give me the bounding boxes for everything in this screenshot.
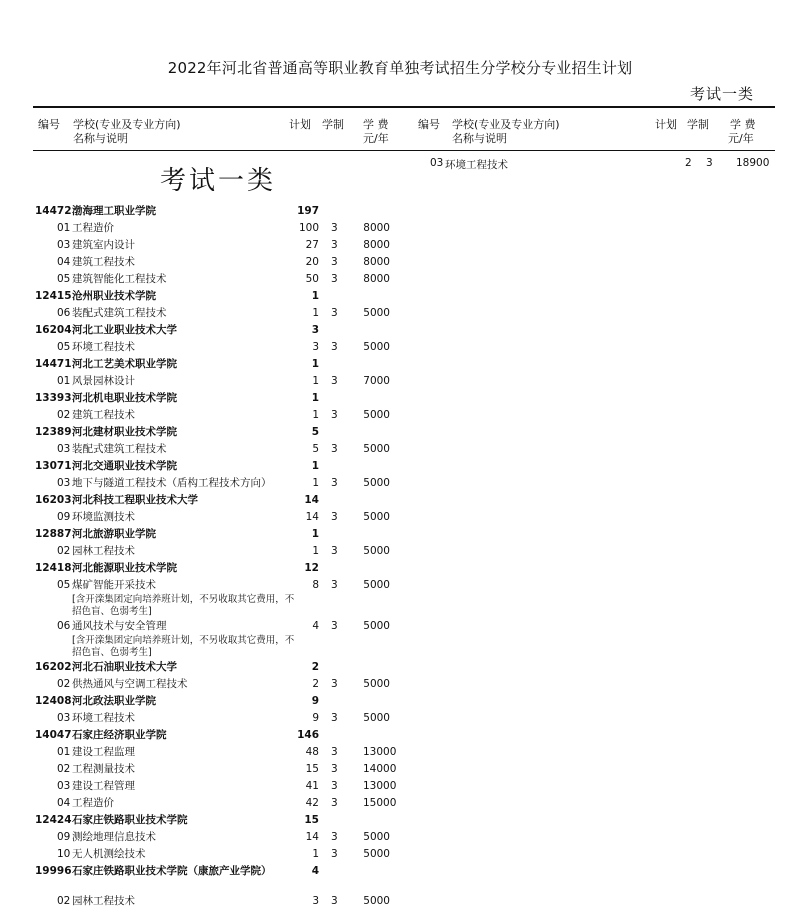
school-plan: 5 xyxy=(311,426,319,438)
major-row xyxy=(35,305,405,322)
school-row xyxy=(35,424,405,441)
major-note: [含开滦集团定向培养班计划，不另收取其它费用，不招色盲、色弱考生] xyxy=(72,635,295,658)
header-school: 学校(专业及专业方向) xyxy=(73,118,181,131)
header-rule xyxy=(33,150,775,151)
school-code: 16202 xyxy=(35,661,72,673)
school-row xyxy=(35,458,405,475)
major-duration: 3 xyxy=(331,375,338,387)
major-plan: 50 xyxy=(305,273,319,285)
major-fee: 5000 xyxy=(363,895,390,907)
major-row xyxy=(35,676,405,693)
school-row xyxy=(35,863,405,893)
school-row xyxy=(35,356,405,373)
major-row xyxy=(35,710,405,727)
major-duration: 3 xyxy=(331,895,338,907)
header-fee-2: 元/年 xyxy=(363,132,389,145)
school-plan: 1 xyxy=(311,358,319,370)
major-row xyxy=(35,744,405,761)
header-duration-right: 学制 xyxy=(687,118,709,131)
school-code: 13393 xyxy=(35,392,72,404)
major-fee: 5000 xyxy=(363,620,390,632)
school-plan: 9 xyxy=(311,695,319,707)
header-school-sub-right: 名称与说明 xyxy=(452,132,507,145)
major-plan: 41 xyxy=(305,780,319,792)
header-fee-1: 学 费 xyxy=(363,118,389,131)
major-code: 03 xyxy=(57,712,71,724)
school-plan: 1 xyxy=(311,460,319,472)
major-fee: 5000 xyxy=(363,848,390,860)
school-code: 12424 xyxy=(35,814,72,826)
school-code: 12415 xyxy=(35,290,72,302)
major-code: 03 xyxy=(57,780,71,792)
major-code: 10 xyxy=(57,848,71,860)
school-name: 石家庄铁路职业技术学院（康旅产业学院） xyxy=(72,865,272,877)
major-duration: 3 xyxy=(331,545,338,557)
major-row xyxy=(35,846,405,863)
header-plan: 计划 xyxy=(289,118,311,131)
school-row xyxy=(35,203,405,220)
major-name: 测绘地理信息技术 xyxy=(72,831,156,843)
major-duration: 3 xyxy=(331,848,338,860)
school-row xyxy=(35,492,405,509)
major-plan: 100 xyxy=(298,222,319,234)
major-code: 04 xyxy=(57,256,71,268)
major-duration: 3 xyxy=(331,797,338,809)
major-code: 02 xyxy=(57,895,71,907)
major-name: 建设工程管理 xyxy=(72,780,135,792)
school-name: 河北旅游职业学院 xyxy=(72,528,156,540)
major-code: 05 xyxy=(57,273,71,285)
major-plan: 1 xyxy=(312,848,319,860)
school-row xyxy=(35,659,405,676)
school-code: 14047 xyxy=(35,729,72,741)
header-duration: 学制 xyxy=(322,118,344,131)
major-name: 环境工程技术 xyxy=(445,159,508,171)
header-code: 编号 xyxy=(38,118,60,131)
major-duration: 3 xyxy=(331,443,338,455)
school-row xyxy=(35,390,405,407)
major-name: 煤矿智能开采技术 xyxy=(72,579,156,591)
major-fee: 8000 xyxy=(363,273,390,285)
school-row xyxy=(35,322,405,339)
major-name: 无人机测绘技术 xyxy=(72,848,146,860)
major-duration: 3 xyxy=(331,307,338,319)
school-plan: 3 xyxy=(311,324,319,336)
major-row xyxy=(35,829,405,846)
major-name: 环境工程技术 xyxy=(72,712,135,724)
major-duration: 3 xyxy=(331,831,338,843)
school-code: 14471 xyxy=(35,358,72,370)
school-plan: 2 xyxy=(311,661,319,673)
header-school-sub: 名称与说明 xyxy=(73,132,128,145)
major-duration: 3 xyxy=(331,341,338,353)
major-name: 建筑智能化工程技术 xyxy=(72,273,167,285)
major-name: 建筑室内设计 xyxy=(72,239,135,251)
major-code: 03 xyxy=(57,239,71,251)
major-code: 02 xyxy=(57,763,71,775)
school-name: 渤海理工职业学院 xyxy=(72,205,156,217)
major-duration: 3 xyxy=(331,763,338,775)
major-name: 环境监测技术 xyxy=(72,511,135,523)
major-row xyxy=(35,761,405,778)
major-duration: 3 xyxy=(706,157,713,169)
header-code-right: 编号 xyxy=(418,118,440,131)
major-duration: 3 xyxy=(331,477,338,489)
major-plan: 27 xyxy=(305,239,319,251)
major-name: 建设工程监理 xyxy=(72,746,135,758)
major-plan: 8 xyxy=(312,579,319,591)
major-duration: 3 xyxy=(331,579,338,591)
school-code: 12408 xyxy=(35,695,72,707)
major-fee: 8000 xyxy=(363,256,390,268)
major-plan: 3 xyxy=(312,341,319,353)
school-row xyxy=(35,560,405,577)
school-plan: 12 xyxy=(304,562,319,574)
major-row xyxy=(35,475,405,492)
major-code: 06 xyxy=(57,620,71,632)
major-fee: 5000 xyxy=(363,511,390,523)
school-row xyxy=(35,812,405,829)
major-code: 03 xyxy=(57,443,71,455)
major-code: 01 xyxy=(57,746,71,758)
major-plan: 4 xyxy=(312,620,319,632)
major-row xyxy=(35,373,405,390)
header-school-right: 学校(专业及专业方向) xyxy=(452,118,560,131)
major-code: 02 xyxy=(57,409,71,421)
major-duration: 3 xyxy=(331,746,338,758)
major-fee: 8000 xyxy=(363,222,390,234)
school-code: 13071 xyxy=(35,460,72,472)
major-row xyxy=(35,220,405,237)
major-fee: 5000 xyxy=(363,307,390,319)
major-row xyxy=(35,254,405,271)
major-fee: 13000 xyxy=(363,780,397,792)
school-code: 16203 xyxy=(35,494,72,506)
major-plan: 1 xyxy=(312,477,319,489)
major-name: 工程造价 xyxy=(72,797,114,809)
school-row xyxy=(35,693,405,710)
major-name: 环境工程技术 xyxy=(72,341,135,353)
major-name: 装配式建筑工程技术 xyxy=(72,307,167,319)
major-name: 风景园林设计 xyxy=(72,375,135,387)
major-fee: 5000 xyxy=(363,443,390,455)
major-name: 通风技术与安全管理 xyxy=(72,620,167,632)
top-rule xyxy=(33,106,775,108)
plan-rows xyxy=(35,203,405,910)
major-plan: 1 xyxy=(312,375,319,387)
major-duration: 3 xyxy=(331,780,338,792)
major-fee: 5000 xyxy=(363,409,390,421)
major-row xyxy=(35,618,405,635)
major-row xyxy=(35,237,405,254)
school-plan: 1 xyxy=(311,392,319,404)
major-name: 建筑工程技术 xyxy=(72,409,135,421)
major-code: 05 xyxy=(57,341,71,353)
major-row xyxy=(35,407,405,424)
major-code: 03 xyxy=(57,477,71,489)
major-name: 园林工程技术 xyxy=(72,895,135,907)
major-code: 02 xyxy=(57,545,71,557)
school-name: 河北交通职业技术学院 xyxy=(72,460,177,472)
major-row xyxy=(35,339,405,356)
school-plan: 146 xyxy=(297,729,319,741)
major-row xyxy=(35,543,405,560)
major-code: 03 xyxy=(430,157,444,169)
major-plan: 14 xyxy=(305,511,319,523)
header-fee-2-right: 元/年 xyxy=(728,132,754,145)
major-row xyxy=(35,509,405,526)
major-duration: 3 xyxy=(331,273,338,285)
major-fee: 5000 xyxy=(363,545,390,557)
major-name: 工程测量技术 xyxy=(72,763,135,775)
major-fee: 15000 xyxy=(363,797,397,809)
major-duration: 3 xyxy=(331,256,338,268)
major-name: 地下与隧道工程技术（盾构工程技术方向） xyxy=(72,477,272,489)
major-row xyxy=(35,893,405,910)
school-name: 河北建材职业技术学院 xyxy=(72,426,177,438)
school-name: 河北机电职业技术学院 xyxy=(72,392,177,404)
major-plan: 1 xyxy=(312,409,319,421)
major-fee: 5000 xyxy=(363,712,390,724)
major-name: 建筑工程技术 xyxy=(72,256,135,268)
school-code: 12389 xyxy=(35,426,72,438)
major-plan: 15 xyxy=(305,763,319,775)
major-duration: 3 xyxy=(331,239,338,251)
major-plan: 1 xyxy=(312,307,319,319)
school-name: 河北石油职业技术大学 xyxy=(72,661,177,673)
school-name: 石家庄铁路职业技术学院 xyxy=(72,814,188,826)
major-plan: 1 xyxy=(312,545,319,557)
major-name: 供热通风与空调工程技术 xyxy=(72,678,188,690)
major-fee: 5000 xyxy=(363,341,390,353)
major-plan: 5 xyxy=(312,443,319,455)
school-code: 14472 xyxy=(35,205,72,217)
school-plan: 1 xyxy=(311,290,319,302)
school-code: 16204 xyxy=(35,324,72,336)
major-duration: 3 xyxy=(331,712,338,724)
major-fee: 5000 xyxy=(363,831,390,843)
school-plan: 14 xyxy=(304,494,319,506)
major-code: 04 xyxy=(57,797,71,809)
major-plan: 3 xyxy=(312,895,319,907)
major-duration: 3 xyxy=(331,678,338,690)
major-fee: 5000 xyxy=(363,477,390,489)
school-name: 河北科技工程职业技术大学 xyxy=(72,494,198,506)
major-fee: 5000 xyxy=(363,678,390,690)
major-plan: 42 xyxy=(305,797,319,809)
school-row xyxy=(35,727,405,744)
school-name: 河北政法职业学院 xyxy=(72,695,156,707)
school-name: 河北工艺美术职业学院 xyxy=(72,358,177,370)
major-code: 09 xyxy=(57,511,71,523)
major-row xyxy=(35,271,405,288)
school-name: 石家庄经济职业学院 xyxy=(72,729,167,741)
major-duration: 3 xyxy=(331,409,338,421)
major-duration: 3 xyxy=(331,222,338,234)
school-plan: 1 xyxy=(311,528,319,540)
major-note: [含开滦集团定向培养班计划，不另收取其它费用，不招色盲、色弱考生] xyxy=(72,594,295,617)
major-code: 06 xyxy=(57,307,71,319)
major-fee: 18900 xyxy=(736,157,770,169)
school-row xyxy=(35,526,405,543)
header-fee-1-right: 学 费 xyxy=(730,118,756,131)
major-plan: 14 xyxy=(305,831,319,843)
major-duration: 3 xyxy=(331,620,338,632)
page-title: 2022年河北省普通高等职业教育单独考试招生分学校分专业招生计划 xyxy=(167,59,633,77)
header-plan-right: 计划 xyxy=(655,118,677,131)
major-code: 02 xyxy=(57,678,71,690)
major-fee: 14000 xyxy=(363,763,397,775)
major-plan: 2 xyxy=(312,678,319,690)
major-fee: 8000 xyxy=(363,239,390,251)
major-plan: 9 xyxy=(312,712,319,724)
major-plan: 2 xyxy=(685,157,692,169)
major-plan: 48 xyxy=(305,746,319,758)
major-duration: 3 xyxy=(331,511,338,523)
school-plan: 4 xyxy=(311,865,319,877)
major-fee: 5000 xyxy=(363,579,390,591)
major-row xyxy=(35,795,405,812)
major-name: 园林工程技术 xyxy=(72,545,135,557)
major-code: 01 xyxy=(57,375,71,387)
major-row xyxy=(35,778,405,795)
section-title: 考试一类 xyxy=(160,166,277,196)
major-code: 01 xyxy=(57,222,71,234)
major-fee: 13000 xyxy=(363,746,397,758)
school-plan: 197 xyxy=(297,205,319,217)
major-code: 05 xyxy=(57,579,71,591)
school-name: 河北工业职业技术大学 xyxy=(72,324,177,336)
major-row xyxy=(35,577,405,594)
school-row xyxy=(35,288,405,305)
category-label: 考试一类 xyxy=(690,85,755,103)
school-code: 12418 xyxy=(35,562,72,574)
school-name: 河北能源职业技术学院 xyxy=(72,562,177,574)
major-fee: 7000 xyxy=(363,375,390,387)
major-plan: 20 xyxy=(305,256,319,268)
major-name: 工程造价 xyxy=(72,222,114,234)
school-code: 19996 xyxy=(35,865,72,877)
school-name: 沧州职业技术学院 xyxy=(72,290,156,302)
major-row xyxy=(35,441,405,458)
major-code: 09 xyxy=(57,831,71,843)
school-plan: 15 xyxy=(304,814,319,826)
major-name: 装配式建筑工程技术 xyxy=(72,443,167,455)
school-code: 12887 xyxy=(35,528,72,540)
